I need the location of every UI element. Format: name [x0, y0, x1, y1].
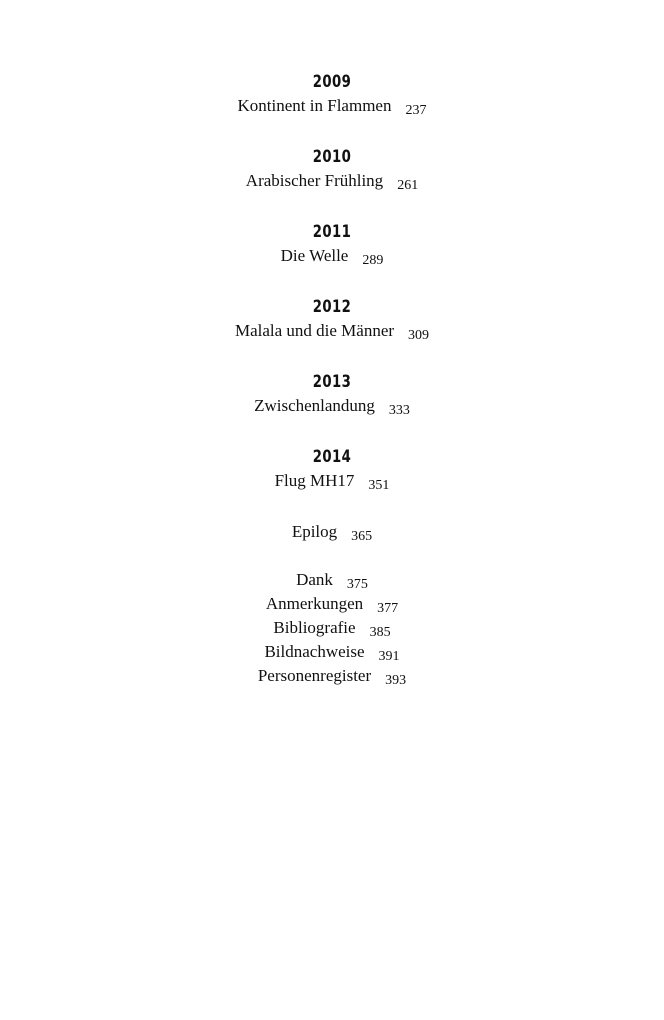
epilog-title: Epilog: [291, 522, 338, 541]
page-number: 375: [346, 577, 368, 592]
year-heading: 2011: [312, 222, 352, 242]
backmatter-entry-dank[interactable]: [0, 568, 664, 592]
page-number: 351: [368, 478, 390, 493]
backmatter-title: Dank: [296, 570, 333, 589]
chapter-entry[interactable]: [0, 469, 664, 493]
toc-section-2009: [0, 70, 664, 118]
page-number: 377: [377, 601, 399, 616]
toc-backmatter: [0, 568, 664, 688]
toc-section-2013: [0, 370, 664, 418]
page-number: 289: [362, 253, 384, 268]
page-number: 365: [351, 529, 373, 544]
backmatter-title: Bibliografie: [273, 618, 356, 637]
page-number: 261: [397, 178, 419, 193]
chapter-title: Die Welle: [280, 246, 349, 265]
year-heading: 2014: [312, 447, 352, 467]
backmatter-title: Bildnachweise: [264, 642, 365, 661]
toc-section-2011: [0, 220, 664, 268]
toc-epilog: [0, 520, 664, 544]
toc-section-2010: [0, 145, 664, 193]
chapter-entry[interactable]: [0, 394, 664, 418]
toc-section-2014: [0, 445, 664, 493]
year-heading: 2012: [312, 297, 352, 317]
year-heading: 2010: [312, 147, 352, 167]
chapter-title: Kontinent in Flammen: [237, 96, 392, 115]
year-heading: 2009: [312, 72, 352, 92]
page-number: 333: [388, 403, 410, 418]
page-number: 385: [369, 625, 391, 640]
page-number: 391: [378, 649, 400, 664]
year-heading: 2013: [312, 372, 352, 392]
page-number: 309: [408, 328, 430, 343]
chapter-entry[interactable]: [0, 319, 664, 343]
chapter-entry[interactable]: [0, 244, 664, 268]
page-number: 237: [405, 103, 427, 118]
chapter-entry[interactable]: [0, 169, 664, 193]
epilog-entry[interactable]: [0, 520, 664, 544]
chapter-title: Flug MH17: [274, 471, 355, 490]
backmatter-title: Personenregister: [257, 666, 372, 685]
toc-section-2012: [0, 295, 664, 343]
chapter-entry[interactable]: [0, 94, 664, 118]
chapter-title: Arabischer Frühling: [245, 171, 384, 190]
chapter-title: Zwischenlandung: [254, 396, 375, 415]
backmatter-entry-bibliografie[interactable]: [0, 616, 664, 640]
backmatter-entry-personenregister[interactable]: [0, 664, 664, 688]
backmatter-entry-anmerkungen[interactable]: [0, 592, 664, 616]
backmatter-title: Anmerkungen: [265, 594, 364, 613]
table-of-contents: [0, 70, 664, 688]
chapter-title: Malala und die Männer: [234, 321, 395, 340]
backmatter-entry-bildnachweise[interactable]: [0, 640, 664, 664]
page-number: 393: [385, 673, 407, 688]
